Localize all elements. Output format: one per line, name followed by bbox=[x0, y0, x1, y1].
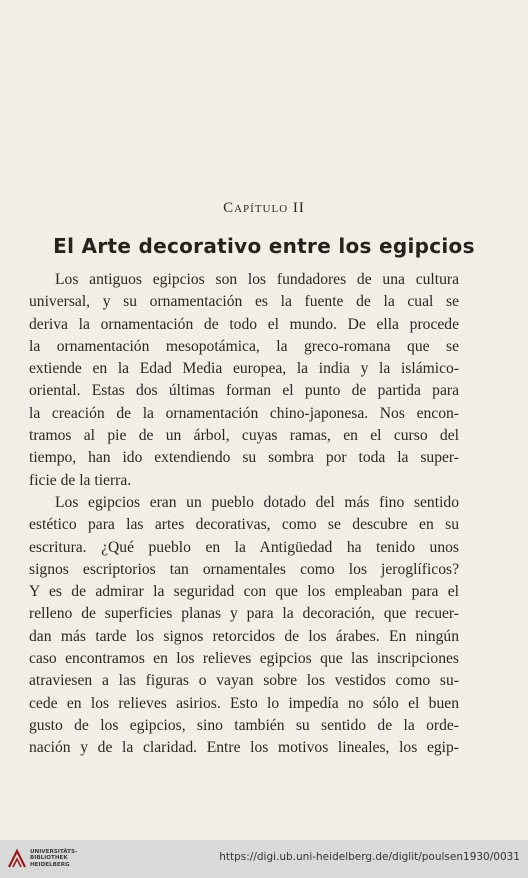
text-line: relleno de superficies planas y para la decoración, que recuer- bbox=[29, 605, 459, 623]
text-line: atraviesen a las figuras o vayan sobre los vestidos como su- bbox=[29, 672, 459, 690]
text-line: dan más tarde los signos retorcidos de los árabes. En ningún bbox=[29, 627, 459, 645]
text-line: Y es de admirar la seguridad con que los empleaban para el bbox=[29, 583, 459, 601]
text-line: extiende en la Edad Media europea, la india y la islámico- bbox=[29, 360, 459, 378]
text-line: nación y de la claridad. Entre los motivos lineales, los egip- bbox=[29, 739, 459, 757]
text-line: cede en los relieves asirios. Esto lo impedía no sólo el buen bbox=[29, 694, 459, 712]
chapter-label: Capítulo II bbox=[223, 200, 305, 216]
text-line: Los egipcios eran un pueblo dotado del más fino sentido bbox=[55, 493, 459, 511]
text-line: oriental. Estas dos últimas forman el punto de partida para bbox=[29, 382, 459, 400]
permalink-url[interactable]: https://digi.ub.uni-heidelberg.de/diglit/poulsen1930/0031 bbox=[219, 851, 520, 863]
text-line: estético para las artes decorativas, como se descubre en su bbox=[29, 516, 459, 534]
library-name-line: BIBLIOTHEK bbox=[30, 855, 68, 862]
text-line: universal, y su ornamentación es la fuente de la cual se bbox=[29, 293, 459, 311]
text-line: gusto de los egipcios, sino también su sentido de la orde- bbox=[29, 716, 459, 734]
chapter-heading bbox=[0, 200, 528, 217]
text-line: ficie de la tierra. bbox=[29, 471, 132, 489]
viewer-footer bbox=[0, 840, 528, 878]
body-text bbox=[29, 269, 459, 760]
library-name-line: HEIDELBERG bbox=[30, 861, 70, 868]
text-line: Los antiguos egipcios son los fundadores de una cultura bbox=[55, 271, 459, 288]
text-line: signos escriptorios tan ornamentales como los jeroglíficos? bbox=[29, 560, 459, 578]
text-line: la ornamentación mesopotámica, la greco-romana que se bbox=[29, 337, 459, 355]
text-line: tiempo, han ido extendiendo su sombra por toda la super- bbox=[29, 449, 459, 467]
text-line: escritura. ¿Qué pueblo en la Antigüedad ha tenido unos bbox=[29, 538, 459, 556]
text-line: la creación de la ornamentación chino-japonesa. Nos encon- bbox=[29, 404, 459, 422]
library-logo-icon bbox=[6, 848, 28, 870]
text-line: tramos al pie de un árbol, cuyas ramas, en el curso del bbox=[29, 427, 459, 445]
library-name-line: UNIVERSITÄTS- bbox=[30, 849, 78, 855]
text-line: caso encontramos en los relieves egipcios que las inscripciones bbox=[29, 650, 459, 668]
library-name bbox=[30, 849, 77, 868]
text-line: deriva la ornamentación de todo el mundo. De ella procede bbox=[29, 315, 459, 333]
chapter-title: El Arte decorativo entre los egipcios bbox=[53, 234, 475, 258]
